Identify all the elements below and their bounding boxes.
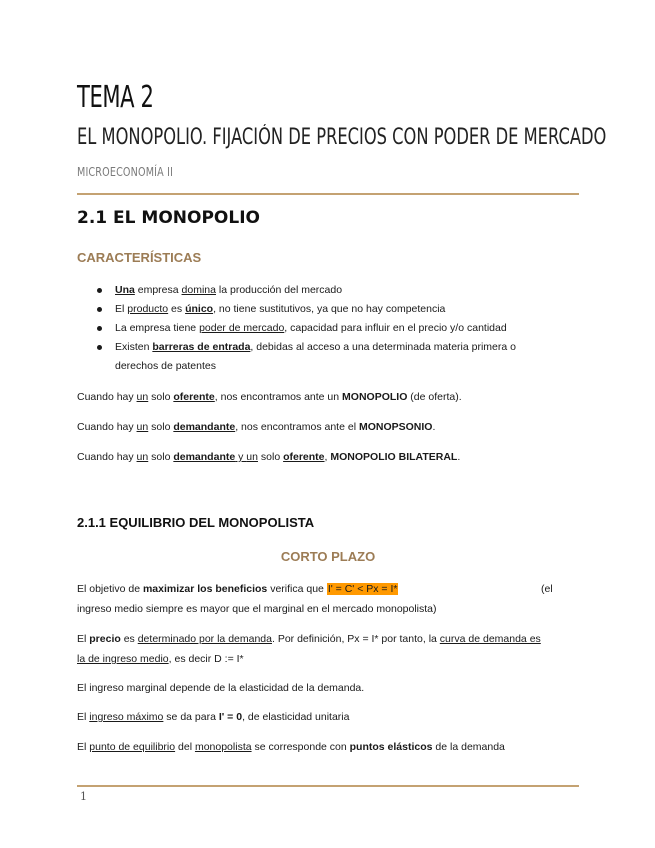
short-run-heading: CORTO PLAZO bbox=[280, 549, 376, 564]
bullet-text: la producción del mercado bbox=[215, 284, 343, 296]
bullet-text: Una bbox=[115, 284, 135, 296]
bullet-text: La empresa tiene bbox=[115, 322, 200, 334]
section-title: 2.1 EL MONOPOLIO bbox=[77, 208, 260, 228]
characteristics-heading: CARACTERÍSTICAS bbox=[77, 250, 202, 265]
bullet-text: , no tiene sustitutivos, ya que no hay competencia bbox=[213, 303, 446, 315]
header-divider bbox=[77, 193, 579, 195]
profit-max-paragraph-cont: ingreso medio siempre es mayor que el marginal en el mercado monopolista) bbox=[77, 603, 437, 615]
price-paragraph: El precio es determinado por la demanda. Por definición, Px = I* por tanto, la curva de demanda es bbox=[77, 633, 541, 645]
bullet-text: , debidas al acceso a una determinada materia primera o bbox=[250, 341, 516, 353]
profit-max-paren: (el bbox=[541, 583, 553, 595]
list-item bbox=[97, 319, 567, 338]
bullet-text: derechos de patentes bbox=[115, 360, 216, 372]
bullet-text: El bbox=[115, 303, 128, 315]
bullet-text: producto bbox=[127, 303, 169, 315]
course-name: MICROECONOMÍA II bbox=[77, 165, 174, 179]
footer-divider bbox=[77, 785, 579, 787]
subsection-title: 2.1.1 EQUILIBRIO DEL MONOPOLISTA bbox=[77, 515, 315, 530]
document-title: TEMA 2 bbox=[77, 80, 154, 115]
bilateral-monopoly-definition: Cuando hay un solo demandante y un solo oferente, MONOPOLIO BILATERAL. bbox=[77, 451, 461, 463]
equilibrium-paragraph: El punto de equilibrio del monopolista se corresponde con puntos elásticos de la demanda bbox=[77, 741, 505, 753]
price-paragraph-cont: la de ingreso medio, es decir D := I* bbox=[77, 653, 244, 665]
list-item bbox=[97, 300, 567, 319]
bullet-text: empresa bbox=[134, 284, 182, 296]
bullet-text: es bbox=[168, 303, 186, 315]
document-subtitle: EL MONOPOLIO. FIJACIÓN DE PRECIOS CON PODER DE MERCADO bbox=[77, 125, 607, 150]
max-revenue-paragraph: El ingreso máximo se da para I' = 0, de elasticidad unitaria bbox=[77, 711, 350, 723]
list-item bbox=[97, 281, 567, 300]
page-number: 1 bbox=[80, 790, 87, 803]
bullet-text: Existen bbox=[115, 341, 153, 353]
monopsony-definition: Cuando hay un solo demandante, nos encontramos ante el MONOPSONIO. bbox=[77, 421, 436, 433]
characteristics-list bbox=[97, 281, 567, 376]
profit-max-paragraph: El objetivo de maximizar los beneficios verifica que I' = C' < Px = I* bbox=[77, 583, 398, 595]
bullet-text: poder de mercado bbox=[199, 322, 285, 334]
bullet-text: domina bbox=[181, 284, 216, 296]
highlighted-equation: I' = C' < Px = I* bbox=[327, 583, 398, 595]
bullet-text: único bbox=[185, 303, 214, 315]
bullet-text: barreras de entrada bbox=[152, 341, 251, 353]
list-item bbox=[97, 338, 567, 376]
marginal-revenue-paragraph: El ingreso marginal depende de la elasticidad de la demanda. bbox=[77, 682, 365, 694]
bullet-text: , capacidad para influir en el precio y/o cantidad bbox=[284, 322, 507, 334]
monopoly-definition: Cuando hay un solo oferente, nos encontramos ante un MONOPOLIO (de oferta). bbox=[77, 391, 462, 403]
